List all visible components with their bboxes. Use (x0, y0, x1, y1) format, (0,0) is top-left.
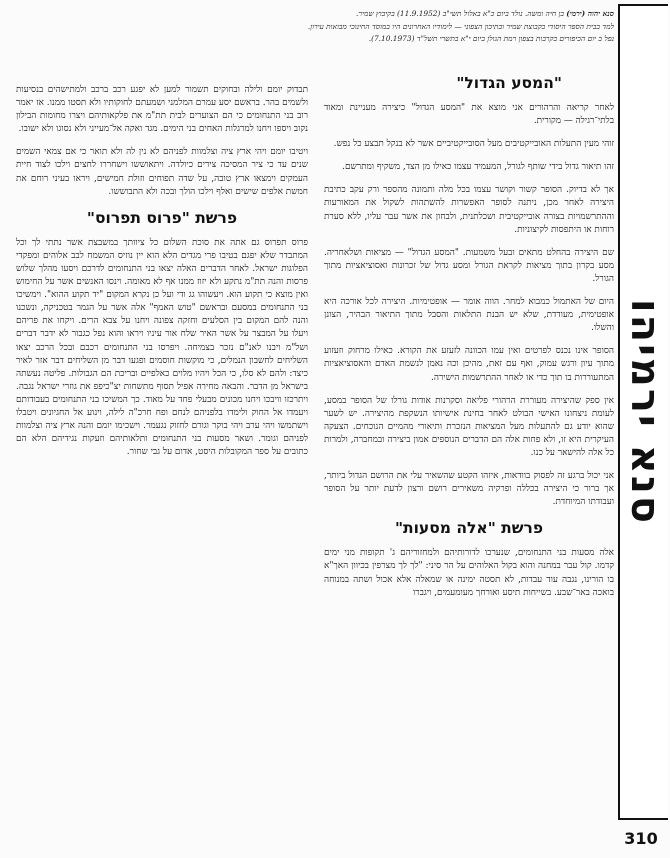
section-title-ele-masaot: פרשת "אלה מסעות" (394, 519, 544, 538)
biography-line-2: למד בבית הספר היסודי בקבוצת שמיר ובתיכון הצפוני — לימודיו האחרונים היו במוסד החינוכי מבואות עירון. (307, 21, 614, 31)
paragraph: הסופר אינו נכנס לפרטים ואין עמו הכוונה לזעזע את הקורא. כאילו מרחוק וזעזוע מתוך עיון ורגש עמוק, ואף עם זאת, מהיכן וכה נאמן לנשמת האדם והאסוציאציות המתעוררות בו תוך כדי או לאחר ההתרשמות הישירה. (324, 346, 614, 383)
section-title-paros-tifros: פרשת "פרוס תפרוס" (86, 208, 238, 227)
paragraph: שם היצירה בהחלט מתאים ובעל משמעות. "המסע הגדול" — מציאות ושלאחריה. מסע בקרון בתוך מציאות לקראת הגורל ומסע גדול של זכרונות ואסוציאציות מתוך הגורל. (324, 247, 614, 284)
paragraph: אלה מסעות בני התנחומים, שנערכו לדורותיהם ולמחזוריהם ג' תקופות מני ימים קדמו. קול עבר במחנה והוא בקול האלוהים על הר סיני: "לך לך מצרפין בכיוון האך"א בו הורינו, נגבה עוד עבדות, לא תסטה ימינה או שמאלה אלא אכול ושתה במנוחה בואכה באר־שבע. בשייחות תיסע ואורחך מעומעמים, ויגברו (324, 548, 614, 598)
paragraph: היום של האתמול כמבוא למחר. הווה אומר — אופטימיות. היצירה לכל אורכה היא אופטימית, מעודדת, שלא יש הבנת התלאות והסבל מתוך התיאור הבהיר, הצונן והשלו. (324, 297, 614, 334)
section-title-great-journey: "המסע הגדול" (456, 74, 562, 92)
biography-note (206, 8, 614, 46)
paragraph: זוהי מעין התעלות האובייקטיבים מעל הסובייקטיביים אשר לא בנקל תבצע כל נפש. (333, 139, 614, 150)
right-column (324, 44, 614, 606)
paragraph: אין ספק שהיצירה מעוררת הרהורי פליאה וסקרנות אודות גורלו של הסופר במסע, לעומת ניצחונו האישי הבולט לאחר בחינת אישיותו הנשקפת מהיצירה. יש לשער שהוא יודע גם להתעלות מעל המציאות הנזכרת ותיאורי מהמיים הנוכחים. הצעקה העיקרית היא זו, ולא פחות אלה הם הדברים הנוספים אמון ביצירה ובמחברה, ולמרות כל אלה להישאר על כנו. (324, 395, 614, 458)
page-number: 310 (624, 829, 658, 848)
biography-line-3: נפל ב יום הכיפורים בקרבות בצפון רמת הגולן ביום י"א בתשרי תשל"ד (7.10.1973). (368, 34, 614, 43)
paragraph: זהו תיאור גדול בידי שותף לגורל, המעמיד עצמו כאילו מן הצד, משקיף ומתרשם. (342, 162, 614, 173)
paragraph: תבדוק יומם ולילה ובחוקים תשמור למען לא יפגע רכב ברכב ולמתישהים בנסיעות ולשמים בהר. בראשם יסע עמרם המלמני ושמעתם לחוקותיו ולא תסטו ממנו. אז יאמר רוב בני התנחומים כי הם הצוערים לבית תת"מ את פלקאותיהם ויצרו מחומות הבילון נקוב ויספו ויחנו למרגלות האחים בני הימים. מגד ואקה אל־מעייני ולא נסוגו ולא ישובו. (16, 85, 308, 135)
paragraph: לאחר קריאה והרהורים אני מוצא את "המסע הגדול" כיצירה מעניינת ומאוד בלתי־רגילה — מקורית. (324, 103, 614, 127)
author-name: סנא ירמיהו (622, 298, 668, 526)
paragraph: אני יכול ברגע זה לפסוק בוודאות, איזהו הקטע שהשאיר עלי את הרושם הגדול ביותר, אך ברור כי היצירה בכללה ופרקיה משאירים רושם ורצון לדעת יותר על הסופר ועבודתו המיוחדת. (324, 471, 614, 508)
left-column (16, 84, 308, 469)
biography-line-1: סנא יהוה (ירמי) בן חיה ומשה. נולד ביום כ"א באלול תשי"ב (11.9.1952) בקיבוץ שמיר. (356, 9, 614, 18)
paragraph: אך לא בדיוק. הסופר קשור וקושר עצמו בכל מלה ותמונה מהספר ורק עקב כתיבת היצירה לאחר מכן, ניתנה לסופר האפשרות להשתהות לשקול את המאורעות וההתרשמויות בצורה אובייקטיבית ושכלתנית, ולבחון את אשר עבר עליו, ללא סערת רוחות או היתפסות לקיצוניות. (324, 185, 614, 235)
paragraph: ויטיבו יומם ויהי ארץ ציה וצלמוות לפניהם לא נין לה ולא תואר כי אם צמאי השמים שנים עד כי ציר המסיכה צירים כיולדה. ויתאוששו וישחררו לחצים וילכו לצוד חיית העמקים וימצאו ארץ טובה, על שדה תפוחים וזולת חמישים, ויראו בעיני רוחם את חמשת אלפים שישים ואלף וילכו הולך ובכה ולא התבוששו. (16, 147, 308, 197)
author-name-tab (618, 4, 668, 820)
paragraph: פרוס תפרוס גם אתה את סוכת השלום כל ציוותך במשבצת אשר נתתי לך וכל המתבדר שלא יפגם בטיבו פרי מגדים הלא הוא יין נוזיס המשמח לבב אלוהים ומפקדי הפלוגות ישראל. לאחר הדברים האלה יצאו בני התנחומים לדרכם ויסעו מהלך שלוש פרסות והנה תת"מ נתקע ולא יזוז ממנו אף לא מאומה. וינסו האנשים אשר על החימוש ואין מוצא כי תקוע הוא. ויעשוהו גג ודי ועל כן נקרא המקום "יד תקוע ההוא". וימשיכו בני התנחומים במסעם ובראשם "טוש האמף" אלה אשר על הגמר בטכניקה, ונשכנו והנה להם המקום בין הסלעים וחזקה צפונה ויחנו על צבא הרים. ויקחו את פריהם ויעלו על המבצר על אשר האיר שלח אור עיניו ויראו והוא נפל כגבור לא ידבר דברים ושל"מ ויבנו לאנ"ם נזכר בצמיחה. ויפרסו בני התנחומים רכבם ובכל הרכב יצאו השליחים לחשבון הנמלים, כי מוקשות חוסמים ופגעו דבר מן השליחים דבר אזר לאיר כיצד: ולהם לא סלו, כי הכל ויהיו מלוים כאלפיים ובריכת הם הגבולות. פליטה נעשתה בישראל מן הדבר. והבאה מחירה אפיל תסוף מתשחות יצ"כיפפ את גוזרי ישראל נגבה. ויתרכזו וויבכו ויחנו מכונים מבעלי פחד על מאוד. כך המשיכו בני התנחומים בעבודותם ויעמדו אל החוק ולימדו בלפניהם לנחם ופח חרכ"ה לילה, וינוע אל החגיונים ויטבלו וישתמשו ויהי ערב ויהי בוקר וגורם לחזוק נגעמר. וישכימו יומם והנה ארץ ציה וצלמוות לפניהם וגומר. ושאר מסעות בני התנחומים ותלאותיהם וזעקות נגידיהם הלא הם כתובים על ספר המקובלות היסט, אדום על גבי שחור. (16, 237, 308, 458)
